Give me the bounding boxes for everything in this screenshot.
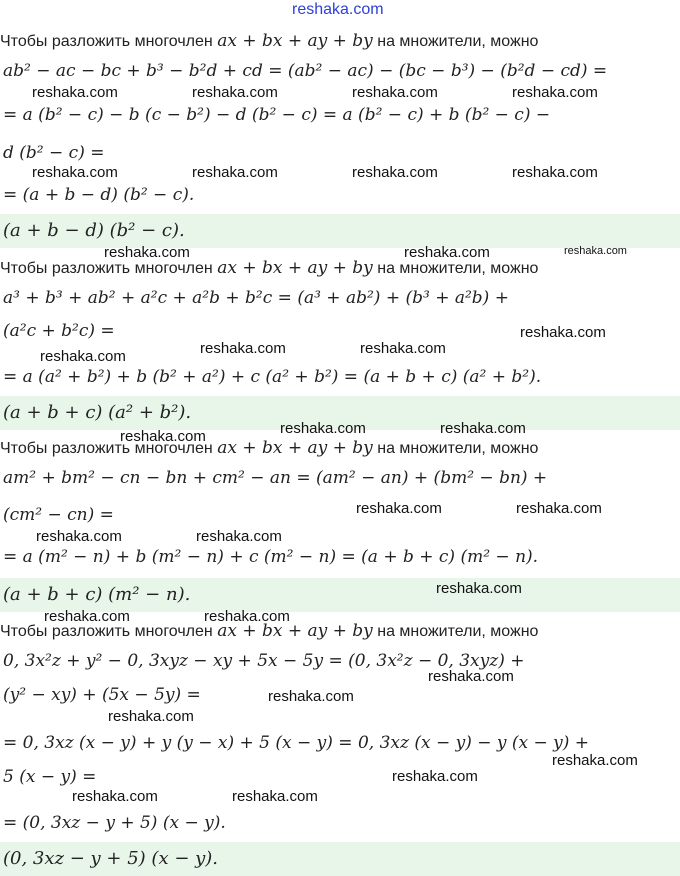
block-2-line-1: a³ + b³ + ab² + a²c + a²b + b²c = (a³ + ab²) + (b³ + a²b) + bbox=[3, 288, 509, 308]
block-1-intro: Чтобы разложить многочлен ax + bx + ay + by на множители, можно bbox=[0, 31, 539, 51]
block-2-intro: Чтобы разложить многочлен ax + bx + ay + by на множители, можно bbox=[0, 258, 539, 278]
watermark: reshaka.com bbox=[192, 84, 278, 101]
block-4-line-5: = (0, 3xz − y + 5) (x − y). bbox=[3, 813, 226, 833]
watermark: reshaka.com bbox=[428, 668, 514, 685]
watermark: reshaka.com bbox=[360, 340, 446, 357]
block-2-answer: (a + b + c) (a² + b²). bbox=[0, 396, 680, 430]
watermark: reshaka.com bbox=[196, 528, 282, 545]
watermark: reshaka.com bbox=[552, 752, 638, 769]
watermark: reshaka.com bbox=[104, 244, 190, 261]
block-4-line-4: 5 (x − y) = bbox=[3, 767, 97, 787]
watermark: reshaka.com bbox=[404, 244, 490, 261]
block-4-line-3: = 0, 3xz (x − y) + y (y − x) + 5 (x − y) = 0, 3xz (x − y) − y (x − y) + bbox=[3, 733, 590, 753]
watermark: reshaka.com bbox=[40, 348, 126, 365]
site-brand[interactable]: reshaka.com bbox=[292, 1, 384, 18]
block-3-intro: Чтобы разложить многочлен ax + bx + ay + by на множители, можно bbox=[0, 438, 539, 458]
watermark: reshaka.com bbox=[44, 608, 130, 625]
watermark: reshaka.com bbox=[204, 608, 290, 625]
block-3-answer: (a + b + c) (m² − n). bbox=[0, 578, 680, 612]
watermark: reshaka.com bbox=[232, 788, 318, 805]
watermark: reshaka.com bbox=[200, 340, 286, 357]
watermark: reshaka.com bbox=[36, 528, 122, 545]
block-1-line-3: d (b² − c) = bbox=[3, 143, 105, 163]
block-1-line-4: = (a + b − d) (b² − c). bbox=[3, 185, 195, 205]
watermark: reshaka.com bbox=[516, 500, 602, 517]
block-3-line-1: am² + bm² − cn − bn + cm² − an = (am² − an) + (bm² − bn) + bbox=[3, 468, 548, 488]
watermark: reshaka.com bbox=[192, 164, 278, 181]
watermark: reshaka.com bbox=[32, 84, 118, 101]
block-4-line-1: 0, 3x²z + y² − 0, 3xyz − xy + 5x − 5y = (0, 3x²z − 0, 3xyz) + bbox=[3, 651, 525, 671]
block-2-line-2: (a²c + b²c) = bbox=[3, 321, 115, 341]
block-2-line-3: = a (a² + b²) + b (b² + a²) + c (a² + b²) = (a + b + c) (a² + b²). bbox=[3, 367, 542, 387]
block-1-line-2: = a (b² − c) − b (c − b²) − d (b² − c) = a (b² − c) + b (b² − c) − bbox=[3, 105, 551, 125]
watermark: reshaka.com bbox=[280, 420, 366, 437]
block-4-answer: (0, 3xz − y + 5) (x − y). bbox=[0, 842, 680, 876]
watermark: reshaka.com bbox=[436, 580, 522, 597]
block-3-line-2: (cm² − cn) = bbox=[3, 505, 114, 525]
watermark: reshaka.com bbox=[440, 420, 526, 437]
block-1-answer: (a + b − d) (b² − c). bbox=[0, 214, 680, 248]
watermark: reshaka.com bbox=[512, 84, 598, 101]
watermark: reshaka.com bbox=[352, 164, 438, 181]
block-4-intro: Чтобы разложить многочлен ax + bx + ay + by на множители, можно bbox=[0, 621, 539, 641]
watermark: reshaka.com bbox=[120, 428, 206, 445]
watermark: reshaka.com bbox=[356, 500, 442, 517]
block-3-line-3: = a (m² − n) + b (m² − n) + c (m² − n) = (a + b + c) (m² − n). bbox=[3, 547, 539, 567]
watermark: reshaka.com bbox=[72, 788, 158, 805]
watermark: reshaka.com bbox=[268, 688, 354, 705]
watermark: reshaka.com bbox=[512, 164, 598, 181]
watermark: reshaka.com bbox=[352, 84, 438, 101]
watermark: reshaka.com bbox=[392, 768, 478, 785]
block-1-line-1: ab² − ac − bc + b³ − b²d + cd = (ab² − ac) − (bc − b³) − (b²d − cd) = bbox=[3, 61, 608, 81]
watermark: reshaka.com bbox=[108, 708, 194, 725]
block-4-line-2: (y² − xy) + (5x − 5y) = bbox=[3, 685, 201, 705]
watermark: reshaka.com bbox=[520, 324, 606, 341]
watermark: reshaka.com bbox=[32, 164, 118, 181]
watermark: reshaka.com bbox=[564, 245, 627, 257]
